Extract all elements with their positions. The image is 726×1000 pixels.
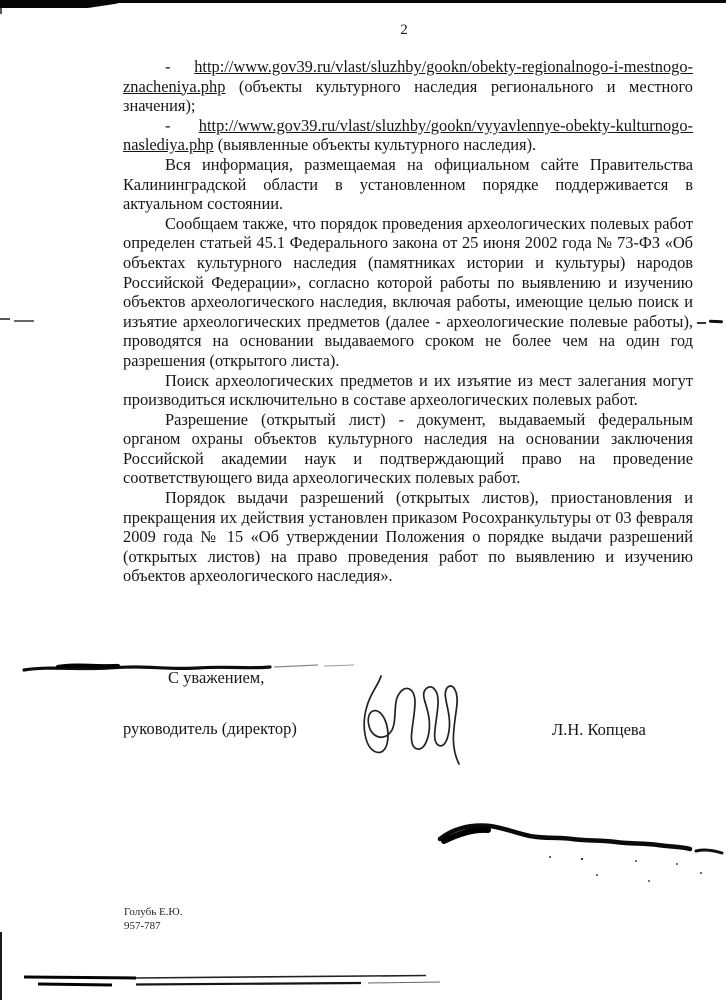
scan-artifact-bottom-streaks <box>16 970 452 990</box>
document-paragraph: Разрешение (открытый лист) - документ, выдаваемый федеральным органом охраны объектов культурного наследия на основании заключения Российской академии наук и подтверждающий право на проведение соответствующего вида археологических полевых работ. <box>123 409 693 488</box>
document-link[interactable]: http://www.gov39.ru/vlast/sluzhby/gookn/vyyavlennye-obekty-kulturnogo-naslediya.php <box>123 115 693 155</box>
document-body <box>123 57 693 586</box>
signer-name: Л.Н. Копцева <box>552 720 646 739</box>
signature-scribble <box>345 672 470 780</box>
scan-artifact-right-dash-2 <box>709 320 723 323</box>
scan-artifact-left-tick <box>0 8 2 14</box>
document-paragraph: Поиск археологических предметов и их изъятие из мест залегания могут производиться исключительно в составе археологических полевых работ. <box>123 370 693 410</box>
document-paragraph: Порядок выдачи разрешений (открытых листов), приостановления и прекращения их действия установлен приказом Росохранкультуры от 03 февраля 2009 года № 15 «Об утверждении Положения о порядке выдачи разрешений (открытых листов) на право проведения работ по выявлению и изучению объектов археологического наследия». <box>123 488 693 586</box>
scan-artifact-speck-1 <box>596 874 598 876</box>
closing-salutation: С уважением, <box>168 668 265 687</box>
scan-artifact-left-dash-2 <box>14 320 34 322</box>
document-paragraph: Вся информация, размещаемая на официальном сайте Правительства Калининградской области в установленном порядке поддерживается в актуальном состоянии. <box>123 154 693 214</box>
document-paragraph: - http://www.gov39.ru/vlast/sluzhby/gookn/obekty-regionalnogo-i-mestnogo-znacheniya.php (объекты культурного наследия регионального и местного значения); <box>123 57 693 116</box>
document-paragraph: - http://www.gov39.ru/vlast/sluzhby/gookn/vyyavlennye-obekty-kulturnogo-naslediya.php (выявленные объекты культурного наследия). <box>123 115 693 155</box>
page-number: 2 <box>400 22 408 38</box>
document-link[interactable]: http://www.gov39.ru/vlast/sluzhby/gookn/obekty-regionalnogo-i-mestnogo-znacheniya.php <box>123 57 693 96</box>
footer-contact-name: Голубь Е.Ю. <box>124 906 183 918</box>
scan-artifact-left-dash-1 <box>0 318 10 320</box>
scan-artifact-right-dash-1 <box>697 322 706 324</box>
scan-artifact-top-edge-left <box>0 0 122 8</box>
scan-artifact-speck-2 <box>648 880 650 882</box>
scan-artifact-left-edge-line <box>0 932 2 1000</box>
scan-artifact-wavy-smudge <box>430 813 726 869</box>
footer-contact <box>124 906 182 933</box>
document-paragraph: Сообщаем также, что порядок проведения археологических полевых работ определен статьей 45.1 Федерального закона от 25 июня 2002 года № 73-ФЗ «Об объектах культурного наследия (памятниках истории и культуры) народов Российской Федерации», согласно которой работы по выявлению и изучению объектов археологического наследия, включая работы, имеющие целью поиск и изъятие археологических предметов (далее - археологические полевые работы), проводятся на основании выдаваемого сроком не более чем на один год разрешения (открытого листа). <box>123 213 693 370</box>
signer-title: руководитель (директор) <box>123 719 297 738</box>
scan-artifact-speck-3 <box>700 872 702 874</box>
footer-contact-phone: 957-787 <box>124 919 161 932</box>
